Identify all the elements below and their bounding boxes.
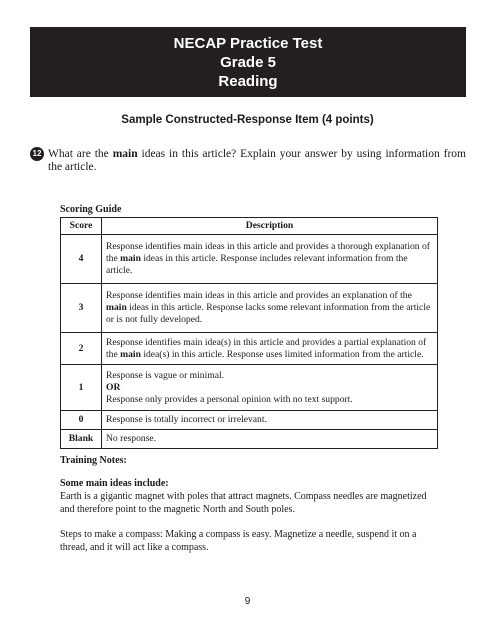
header-grade: Grade 5 xyxy=(220,53,276,71)
description-text: Response is vague or minimal. xyxy=(106,369,225,381)
score-column-header: Score xyxy=(61,218,102,235)
question-number-badge: 12 xyxy=(30,147,44,161)
description-or: OR xyxy=(106,381,121,393)
table-row xyxy=(61,333,438,365)
training-notes xyxy=(60,455,438,567)
score-cell: Blank xyxy=(61,430,102,449)
question-text-after: ideas in this article? Explain your answer by using information from the article. xyxy=(48,148,466,173)
header-subject: Reading xyxy=(218,72,278,90)
description-bold: main xyxy=(106,302,127,313)
table-row xyxy=(61,430,438,449)
score-cell: 1 xyxy=(61,365,102,411)
description-bold: main xyxy=(120,348,141,360)
score-cell: 2 xyxy=(61,333,102,365)
score-cell: 3 xyxy=(61,284,102,333)
training-notes-heading: Training Notes: xyxy=(60,455,127,466)
description-bold: main xyxy=(120,253,141,264)
table-row xyxy=(61,411,438,430)
description-cell xyxy=(102,333,438,365)
description-text: Response identifies main ideas in this article and provides an explanation of the xyxy=(106,290,412,301)
description-cell xyxy=(102,235,438,284)
description-text: ideas in this article. Response lacks some relevant information from the article or is not fully developed. xyxy=(106,302,431,325)
table-header-row xyxy=(61,218,438,235)
section-title: Sample Constructed-Response Item (4 points) xyxy=(121,114,374,126)
description-text: Response identifies main idea(s) in this article and provides a partial explanation of the xyxy=(106,336,427,360)
training-notes-subheading: Some main ideas include: xyxy=(60,477,169,489)
description-text: Response only provides a personal opinion with no text support. xyxy=(106,393,353,405)
page-number: 9 xyxy=(244,596,251,607)
description-column-header: Description xyxy=(102,218,438,235)
description-text: idea(s) in this article. Response uses limited information from the article. xyxy=(140,348,424,360)
table-row xyxy=(61,284,438,333)
training-note-paragraph: Earth is a gigantic magnet with poles that attract magnets. Compass needles are magnetized and therefore point to the magnetic North and South poles. xyxy=(60,491,427,515)
question-text-before: What are the xyxy=(48,148,113,160)
scoring-guide-label: Scoring Guide xyxy=(60,204,122,215)
description-text: ideas in this article. Response includes relevant information from the article. xyxy=(106,253,408,276)
description-text: Response identifies main ideas in this article and provides a thorough explanation of the xyxy=(106,241,430,264)
question-prompt xyxy=(48,148,466,174)
page-header-banner xyxy=(30,27,466,97)
question-text-bold: main xyxy=(112,148,138,160)
table-row xyxy=(61,235,438,284)
description-cell xyxy=(102,365,438,411)
score-cell: 0 xyxy=(61,411,102,430)
description-cell xyxy=(102,284,438,333)
description-cell: Response is totally incorrect or irrelevant. xyxy=(102,411,438,430)
description-cell: No response. xyxy=(102,430,438,449)
header-title: NECAP Practice Test xyxy=(173,34,323,52)
training-note-paragraph: Steps to make a compass: Making a compass is easy. Magnetize a needle, suspend it on a thread, and it will act like a compass. xyxy=(60,529,417,553)
table-row xyxy=(61,365,438,411)
scoring-guide-table xyxy=(60,217,438,449)
score-cell: 4 xyxy=(61,235,102,284)
